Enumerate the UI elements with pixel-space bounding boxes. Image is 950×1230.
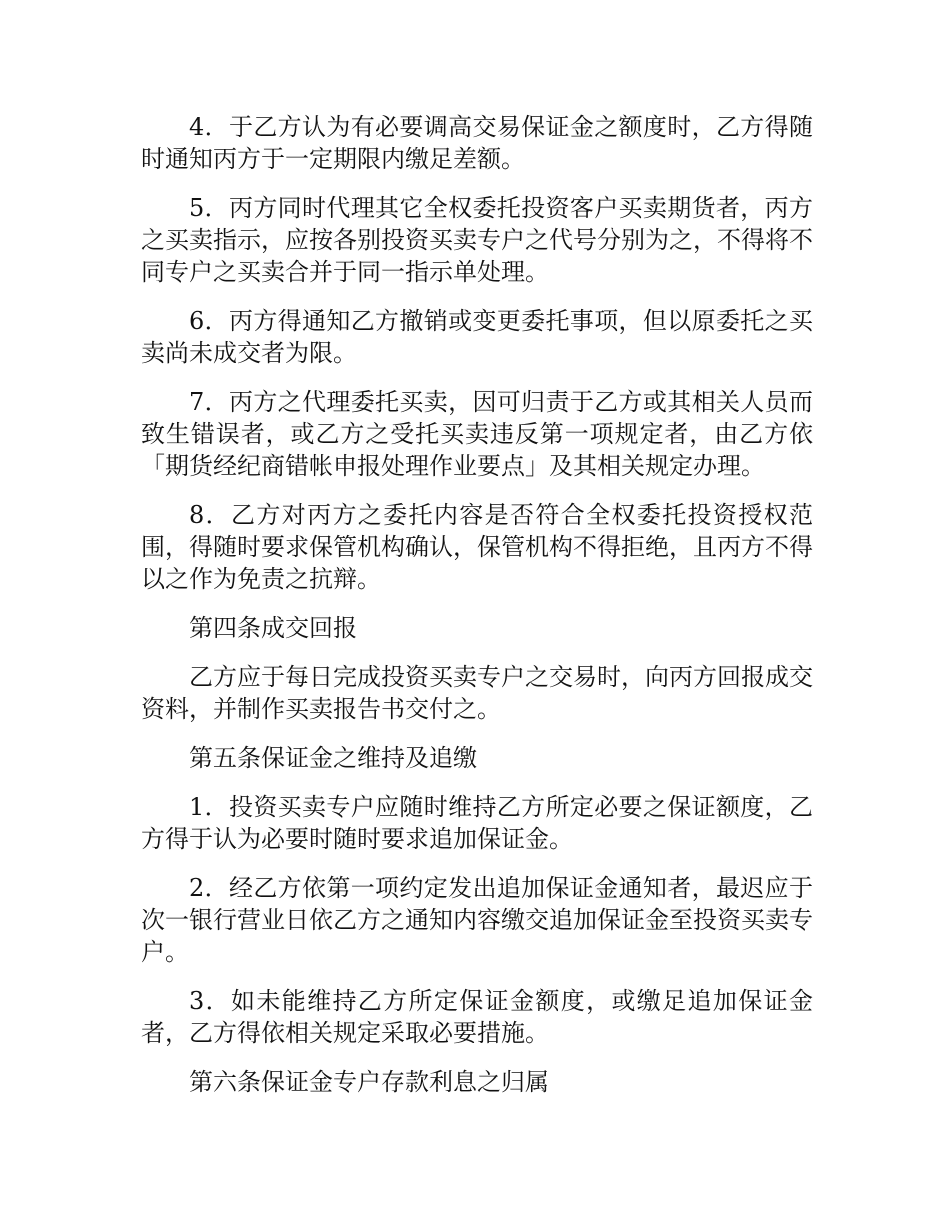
clause-paragraph: 2．经乙方依第一项约定发出追加保证金通知者，最迟应于次一银行营业日依乙方之通知内容缴交追加保证金至投资买卖专户。 [141,874,813,966]
clause-paragraph: 6．丙方得通知乙方撤销或变更委托事项，但以原委托之买卖尚未成交者为限。 [141,307,813,367]
clause-paragraph: 4．于乙方认为有必要调高交易保证金之额度时，乙方得随时通知丙方于一定期限内缴足差额。 [141,113,813,173]
document-body [141,111,813,1115]
article-heading: 第六条保证金专户存款利息之归属 [189,1068,549,1096]
clause-paragraph: 8．乙方对丙方之委托内容是否符合全权委托投资授权范围，得随时要求保管机构确认，保管机构不得拒绝，且丙方不得以之作为免责之抗辩。 [141,501,813,593]
clause-paragraph: 5．丙方同时代理其它全权委托投资客户买卖期货者，丙方之买卖指示，应按各别投资买卖专户之代号分别为之，不得将不同专户之买卖合并于同一指示单处理。 [141,194,813,286]
clause-paragraph: 3．如未能维持乙方所定保证金额度，或缴足追加保证金者，乙方得依相关规定采取必要措施。 [141,987,813,1047]
article-heading: 第四条成交回报 [189,614,357,642]
clause-paragraph: 乙方应于每日完成投资买卖专户之交易时，向丙方回报成交资料，并制作买卖报告书交付之。 [141,663,813,723]
clause-paragraph: 7．丙方之代理委托买卖，因可归责于乙方或其相关人员而致生错误者，或乙方之受托买卖违反第一项规定者，由乙方依「期货经纪商错帐申报处理作业要点」及其相关规定办理。 [141,388,813,480]
article-heading: 第五条保证金之维持及追缴 [189,744,477,772]
clause-paragraph: 1．投资买卖专户应随时维持乙方所定必要之保证额度，乙方得于认为必要时随时要求追加保证金。 [141,793,813,853]
